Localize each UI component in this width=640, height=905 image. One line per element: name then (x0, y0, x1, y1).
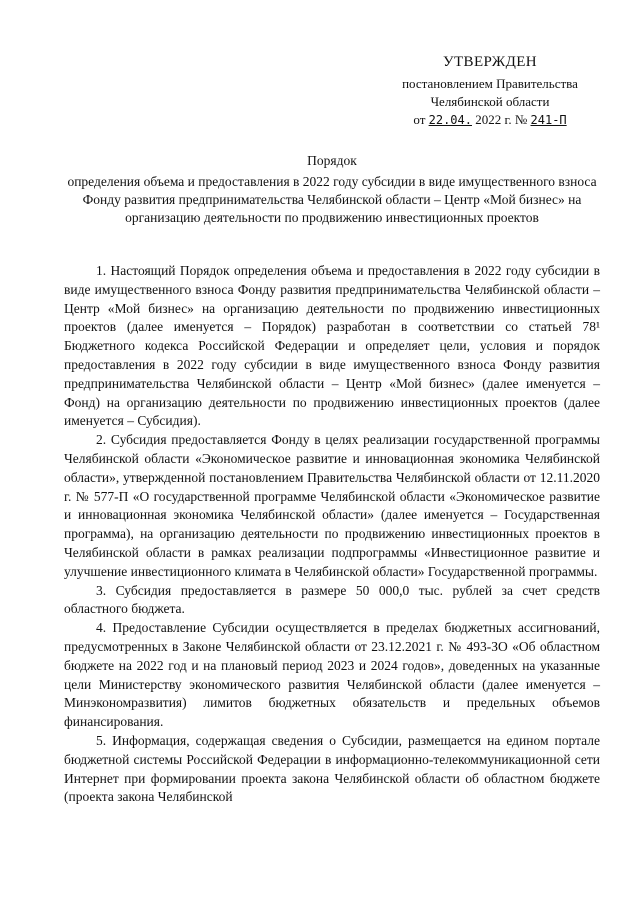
approval-title: УТВЕРЖДЕН (442, 54, 538, 70)
approval-year: 2022 г. № (475, 112, 528, 127)
approval-date-prefix: от (413, 112, 426, 127)
approval-stamp (370, 54, 610, 129)
heading-subtitle: определения объема и предоставления в 2022 году субсидии в виде имущественного взноса Фонду развития предпринимательства Челябинской области – Центр «Мой бизнес» на организацию деятельности по продвижению инвестиционных проектов (67, 174, 597, 225)
heading-title: Порядок (307, 153, 357, 168)
paragraph-1: 1. Настоящий Порядок определения объема и предоставления в 2022 году субсидии в виде имущественного взноса Фонду развития предпринимательства Челябинской области – Центр «Мой бизнес» на организацию деятельности по продвижению инвестиционных проектов (далее именуется – Порядок) разработан в соответствии со статьей 78¹ Бюджетного кодекса Российской Федерации и определяет цели, условия и порядок предоставления в 2022 году субсидии в виде имущественного взноса Фонду развития предпринимательства Челябинской области – Центр «Мой бизнес» (далее именуется – Фонд) на организацию деятельности по продвижению инвестиционных проектов (далее именуется – Субсидия). (64, 263, 600, 429)
paragraph-3: 3. Субсидия предоставляется в размере 50 000,0 тыс. рублей за счет средств областного бюджета. (64, 582, 600, 617)
paragraph-4: 4. Предоставление Субсидии осуществляется в пределах бюджетных ассигнований, предусмотренных в Законе Челябинской области от 23.12.2021 г. № 493-ЗО «Об областном бюджете на 2022 год и на плановый период 2023 и 2024 годов», доведенных на указанные цели Министерству экономического развития Челябинской области (далее именуется – Минэкономразвития) лимитов бюджетных обязательств и предельных объемов финансирования. (64, 620, 600, 730)
approval-line-1: постановлением Правительства (402, 76, 578, 91)
document-body (64, 262, 600, 807)
approval-number: 241-П (530, 113, 567, 127)
approval-date: 22.04. (428, 113, 472, 127)
approval-dateline (370, 111, 610, 129)
paragraph-2: 2. Субсидия предоставляется Фонду в целях реализации государственной программы Челябинской области «Экономическое развитие и инновационная экономика Челябинской области», утвержденной постановлением Правительства Челябинской области от 12.11.2020 г. № 577-П «О государственной программе Челябинской области «Экономическое развитие и инновационная экономика Челябинской области» (далее именуется – Государственная программа), на организацию деятельности по продвижению инвестиционных проектов в Челябинской области в рамках реализации подпрограммы «Инвестиционное развитие и улучшение инвестиционного климата в Челябинской области» Государственной программы. (64, 432, 600, 579)
approval-line-2: Челябинской области (430, 94, 550, 109)
paragraph-5: 5. Информация, содержащая сведения о Субсидии, размещается на едином портале бюджетной системы Российской Федерации в информационно-телекоммуникационной сети Интернет при формировании проекта закона Челябинской области об областном бюджете (проекта закона Челябинской (64, 732, 600, 805)
document-heading (64, 152, 600, 227)
